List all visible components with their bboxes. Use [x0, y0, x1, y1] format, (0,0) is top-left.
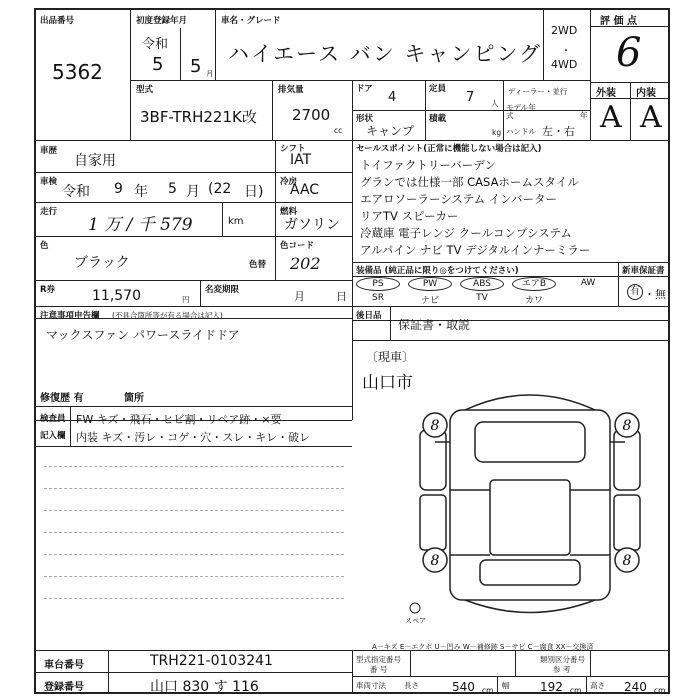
reporter-sub: (不具合箇所等が有る場合は記入): [112, 311, 223, 320]
displacement-label: 排気量: [278, 85, 304, 95]
inspector-line-1: FW キズ・飛石・ヒビ割・リペア跡・×要: [76, 413, 282, 426]
height-unit: cm: [654, 686, 666, 695]
color-change-label: 色替: [249, 260, 267, 270]
equipment-item-ps: PS: [356, 277, 400, 291]
location: 山口市: [362, 373, 413, 393]
displacement: 2700: [292, 106, 331, 124]
handle-label: ハンドル: [506, 127, 536, 136]
dims-label: 車両寸法: [356, 681, 386, 690]
length-unit: cm: [482, 686, 494, 695]
doors: 4: [388, 90, 397, 105]
vehicle-damage-diagram: [395, 370, 665, 630]
width-unit: cm: [570, 686, 582, 695]
capacity-unit: 人: [491, 99, 499, 108]
inspection-era: 令和: [62, 184, 90, 200]
after-items-label: 後日品: [356, 311, 382, 321]
sales-point-line: 冷蔵庫 電子レンジ クールコンプシステム: [360, 226, 572, 240]
equipment-item-エアb: エアB: [512, 277, 556, 291]
spare-label: スペア: [405, 617, 426, 625]
model-year-unit: 年: [580, 111, 588, 120]
capacity-label: 定員: [429, 84, 447, 94]
inspection-year: 9: [114, 181, 123, 197]
load-label: 積載: [429, 114, 447, 124]
notes-text: マックスファン パワースライドドア: [46, 328, 240, 342]
spare-tire: [410, 603, 420, 613]
warranty-rest: ・無: [644, 288, 666, 301]
yen-unit: 円: [182, 295, 190, 304]
equipment-item-pw: PW: [408, 277, 452, 291]
score-label: 評 価 点: [600, 16, 637, 27]
inspection-month-unit: 月: [186, 184, 200, 200]
usage: 自家用: [74, 153, 116, 169]
lot-number: 5362: [52, 60, 103, 84]
doors-label: ドア: [356, 84, 373, 94]
plate-label: 登録番号: [44, 682, 84, 693]
fuel-label: 燃料: [280, 207, 298, 217]
handle-side: 左・右: [542, 125, 575, 138]
tax-day: 日: [336, 290, 347, 303]
sales-points-title: セールスポイント(正常に機能しない場合は記入): [356, 144, 542, 154]
tire-mark-front-left: 8: [430, 418, 440, 434]
drive-separator: ・: [561, 46, 571, 57]
equipment-item-abs: ABS: [460, 277, 504, 291]
tire-mark-rear-left: 8: [430, 553, 440, 569]
interior-grade: A: [640, 100, 662, 135]
equipment-item-aw: AW: [580, 278, 596, 288]
inspection-month: 5: [168, 181, 177, 197]
height: 240: [624, 680, 647, 694]
inspector-fill-label: 記入欄: [40, 431, 66, 441]
inspector-line-2: 内装 キズ・汚レ・コゲ・穴・スレ・キレ・破レ: [76, 431, 311, 444]
warranty-circle: 有: [627, 284, 643, 300]
equipment-item-sub: SR: [372, 293, 384, 303]
format-number-label: 型式指定番号: [356, 655, 401, 664]
sales-point-line: エアロソーラーシステム インバーター: [360, 192, 557, 206]
ac: AAC: [290, 182, 320, 198]
class-number-label: 類別区分番号: [540, 655, 585, 664]
repair-place: 箇所: [124, 393, 144, 404]
damage-legend: A－キズ E－エクボ U－凹み W－補修跡 S－サビ C－腐食 XX－交換済: [372, 643, 594, 651]
shape-label: 形状: [356, 114, 374, 124]
class-number-sub: 参 考: [553, 665, 571, 674]
overall-score: 6: [616, 30, 642, 76]
tax-deadline-label: 名変期限: [205, 285, 240, 295]
cc-unit: cc: [334, 126, 343, 135]
reg-year: 5: [152, 54, 164, 75]
ac-label: 冷房: [280, 177, 298, 187]
inspection-day-unit: 日): [244, 184, 264, 200]
lot-number-label: 出品番号: [40, 16, 75, 26]
capacity: 7: [466, 90, 475, 105]
inspection-day: (22: [208, 181, 232, 197]
fuel: ガソリン: [284, 217, 340, 233]
model-label: 型式: [136, 85, 154, 95]
model-code: 3BF-TRH221K改: [140, 108, 257, 126]
after-items: 保証書・取説: [398, 318, 471, 332]
drive-4wd: 4WD: [551, 58, 578, 71]
length: 540: [452, 680, 475, 694]
equipment-item-sub: TV: [476, 293, 488, 303]
width: 192: [540, 680, 563, 694]
inspection-label: 車検: [40, 177, 58, 187]
chassis-label: 車台番号: [44, 660, 84, 671]
length-label: 長さ: [404, 681, 419, 690]
new-car-warranty-label: 新車保証書: [622, 266, 665, 276]
tire-mark-front-right: 8: [622, 418, 632, 434]
model-year-label: モデル年式: [506, 103, 536, 120]
equipment-item-sub: カワ: [524, 296, 543, 306]
plate-number: 山口 830 す 116: [150, 679, 259, 695]
color-label: 色: [40, 241, 49, 251]
mileage: 1 万 / 千 579: [88, 215, 193, 235]
equipment-title: 装備品 (純正品に限り◎をつけてください): [356, 266, 519, 276]
inspection-year-unit: 年: [134, 184, 148, 200]
color-code: 202: [290, 254, 321, 273]
km-unit: km: [228, 216, 244, 227]
reg-month-unit: 月: [206, 69, 214, 78]
tire-mark-rear-right: 8: [622, 553, 632, 569]
exterior-grade: A: [600, 100, 622, 135]
kg-unit: kg: [492, 128, 502, 137]
car-name-label: 車名・グレード: [221, 16, 281, 26]
repair-history-label: 修復歴 有: [40, 393, 84, 404]
color-code-label: 色コード: [280, 241, 315, 251]
dealer-label: ディーラー・並行: [508, 87, 568, 96]
body-shape: キャンプ: [366, 124, 415, 138]
interior-label: 内装: [636, 88, 656, 99]
usage-label: 車歴: [40, 146, 58, 156]
reg-era: 令和: [142, 37, 169, 52]
mileage-label: 走行: [40, 207, 58, 217]
sales-point-line: グランでは仕様一部 CASAホームスタイル: [360, 175, 579, 189]
location-label: 〔現車〕: [366, 350, 415, 364]
color: ブラック: [74, 255, 130, 271]
exterior-label: 外装: [596, 88, 616, 99]
recycle-label: R券: [40, 285, 56, 295]
recycle-fee: 11,570: [92, 288, 141, 304]
chassis-number: TRH221-0103241: [150, 653, 273, 669]
height-label: 高さ: [590, 681, 605, 690]
first-registration-label: 初度登録年月: [136, 16, 188, 26]
format-number-sub: 番 号: [370, 665, 388, 674]
car-name: ハイエース バン キャンピング: [228, 42, 543, 66]
width-label: 幅: [502, 681, 510, 690]
drive-2wd: 2WD: [551, 24, 578, 37]
shift-label: シフト: [280, 144, 306, 154]
reporter-label: 注意事項申告欄: [40, 311, 100, 321]
sales-point-line: アルパイン ナビ TV デジタルインナーミラー: [360, 243, 591, 257]
tax-month: 月: [294, 290, 305, 303]
shift: IAT: [290, 152, 312, 168]
equipment-item-sub: ナビ: [420, 296, 439, 306]
sales-point-line: リアTV スピーカー: [360, 209, 459, 223]
sales-point-line: トイファクトリーバーデン: [360, 158, 497, 172]
reg-month: 5: [190, 56, 202, 77]
inspector-label: 検査員: [40, 414, 66, 424]
